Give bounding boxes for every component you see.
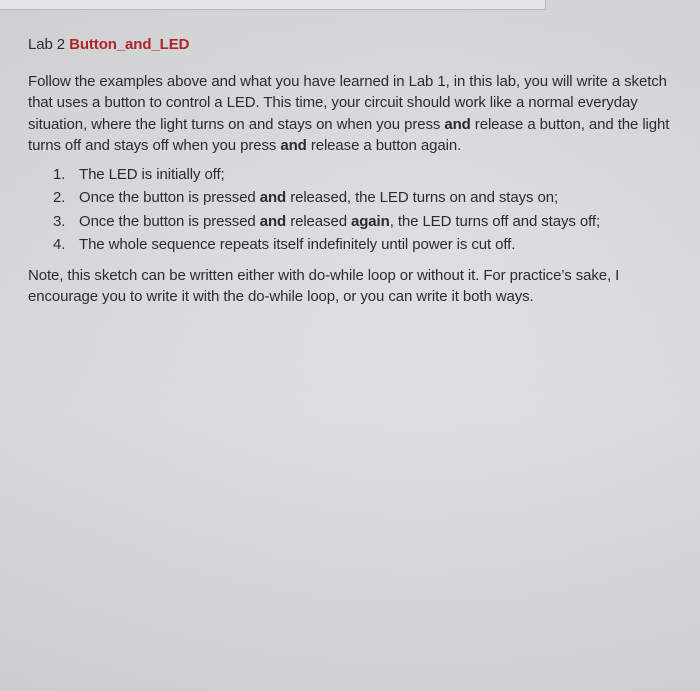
step-number: 3.: [53, 212, 66, 230]
list-item: [28, 163, 690, 187]
intro-text-2: release a button, and the light turns off and stays off when you press: [28, 115, 670, 154]
lab-title: [28, 34, 690, 56]
step-bold-2: again: [351, 212, 390, 230]
list-item: [28, 210, 690, 234]
step-text-pre: Once the button is pressed: [79, 212, 260, 230]
step-bold: and: [259, 189, 287, 206]
steps-list: [28, 163, 690, 257]
step-number: 4.: [53, 236, 66, 253]
step-text: The whole sequence repeats itself indefinitely until power is cut off.: [79, 236, 516, 253]
document-content: [28, 34, 690, 308]
intro-text-3: release a button again.: [306, 137, 462, 154]
lab-title-name: Button_and_LED: [69, 36, 190, 53]
step-text: The LED is initially off;: [79, 165, 225, 183]
step-text-post: released, the LED turns on and stays on;: [286, 189, 559, 206]
intro-paragraph: [28, 71, 690, 157]
step-text-post: , the LED turns off and stays off;: [389, 212, 601, 230]
intro-bold-1: and: [444, 115, 471, 133]
step-number: 2.: [53, 189, 66, 206]
intro-text-1: Follow the examples above and what you have learned in Lab 1, in this lab, you will write a sketch that uses a button to control a LED. This time, your circuit should work like a normal everyday situation, where the light turns on and stays on when you press: [28, 72, 667, 133]
lab-title-prefix: Lab 2: [28, 36, 70, 53]
intro-bold-2: and: [280, 137, 307, 154]
list-item: [28, 186, 690, 210]
step-text-mid: released: [286, 212, 351, 230]
step-number: 1.: [53, 165, 66, 183]
step-bold-1: and: [259, 212, 287, 230]
note-paragraph: Note, this sketch can be written either with do-while loop or without it. For practice’s sake, I encourage you to write it with the do-while loop, or you can write it both ways.: [28, 266, 620, 305]
step-text-pre: Once the button is pressed: [79, 189, 260, 206]
list-item: [28, 233, 690, 257]
window-top-bar: [0, 0, 546, 10]
